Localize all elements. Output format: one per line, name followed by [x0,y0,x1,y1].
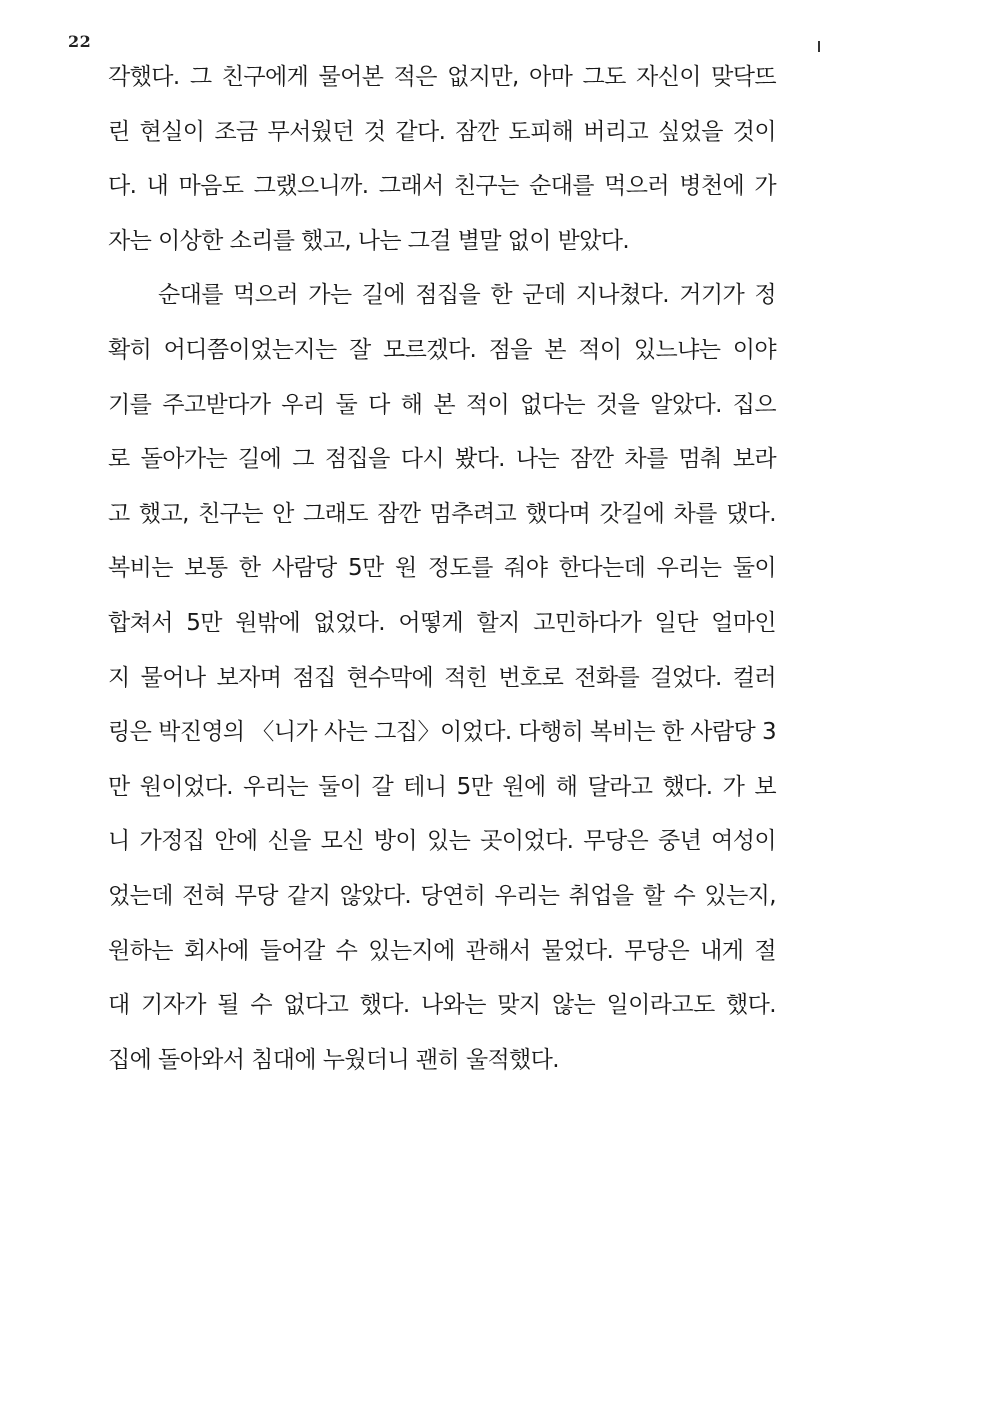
text-line: 었는데 전혀 무당 같지 않았다. 당연히 우리는 취업을 할 수 있는지, [108,882,776,909]
text-line: 대 기자가 될 수 없다고 했다. 나와는 맞지 않는 일이라고도 했다. [108,992,776,1019]
text-line: 니 가정집 안에 신을 모신 방이 있는 곳이었다. 무당은 중년 여성이 [108,828,776,855]
text-line: 각했다. 그 친구에게 물어본 적은 없지만, 아마 그도 자신이 맞닥뜨 [108,64,776,90]
text-line: 로 돌아가는 길에 그 점집을 다시 봤다. 나는 잠깐 차를 멈춰 보라 [108,446,776,473]
text-line: 원하는 회사에 들어갈 수 있는지에 관해서 물었다. 무당은 내게 절 [108,937,776,964]
text-line: 고 했고, 친구는 안 그래도 잠깐 멈추려고 했다며 갓길에 차를 댔다. [108,500,776,527]
text-line: 린 현실이 조금 무서웠던 것 같다. 잠깐 도피해 버리고 싶었을 것이 [108,118,776,145]
text-line: 합쳐서 5만 원밖에 없었다. 어떻게 할지 고민하다가 일단 얼마인 [108,609,776,636]
text-line: 지 물어나 보자며 점집 현수막에 적힌 번호로 전화를 걸었다. 컬러 [108,664,776,691]
text-line: 자는 이상한 소리를 했고, 나는 그걸 별말 없이 받았다. [108,227,630,254]
text-line: 집에 돌아와서 침대에 누웠더니 괜히 울적했다. [108,1046,560,1073]
page-edge-mark [818,41,820,52]
text-line: 만 원이었다. 우리는 둘이 갈 테니 5만 원에 해 달라고 했다. 가 보 [108,773,776,800]
text-line: 링은 박진영의 〈니가 사는 그집〉이었다. 다행히 복비는 한 사람당 3 [108,719,776,746]
text-line: 기를 주고받다가 우리 둘 다 해 본 적이 없다는 것을 알았다. 집으 [108,391,776,418]
page-number: 22 [68,32,92,51]
text-line: 다. 내 마음도 그랬으니까. 그래서 친구는 순대를 먹으러 병천에 가 [108,173,776,200]
paragraph-start-line: 순대를 먹으러 가는 길에 점집을 한 군데 지나쳤다. 거기가 정 [158,282,776,309]
text-line: 확히 어디쯤이었는지는 잘 모르겠다. 점을 본 적이 있느냐는 이야 [108,336,776,363]
body-text [108,50,776,1087]
text-line: 복비는 보통 한 사람당 5만 원 정도를 줘야 한다는데 우리는 둘이 [108,555,776,582]
